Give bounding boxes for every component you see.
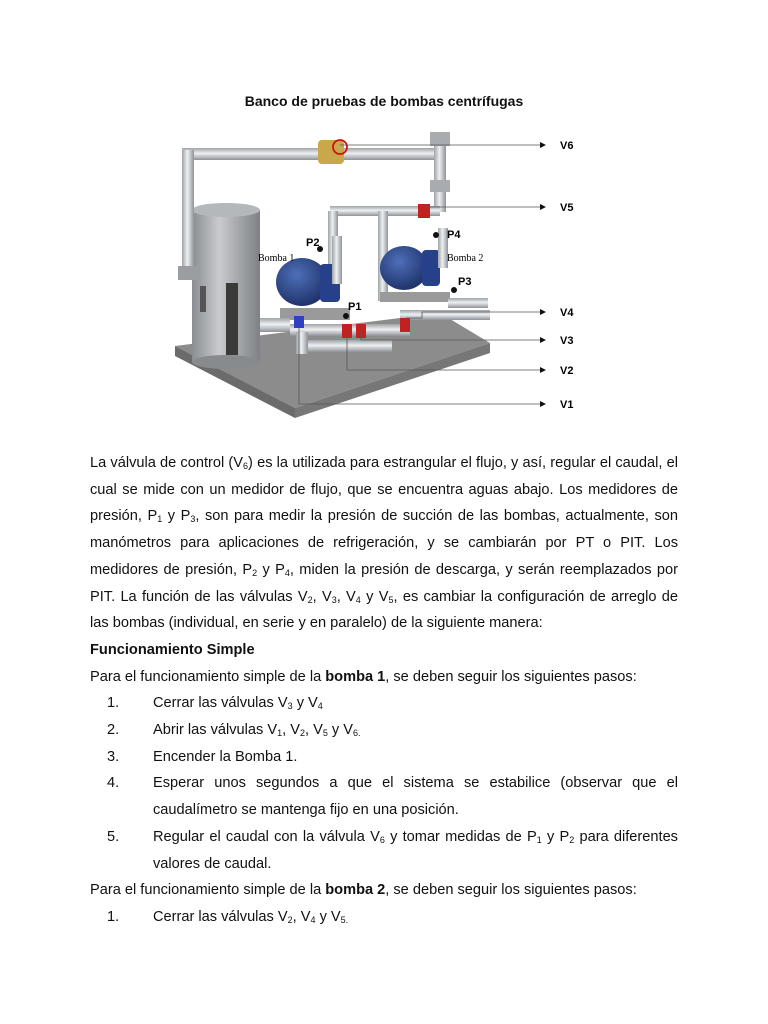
- label-v4: V4: [560, 307, 574, 319]
- section-heading: Funcionamiento Simple: [90, 641, 255, 658]
- subscript: 2: [307, 594, 313, 605]
- subscript: 5: [388, 594, 394, 605]
- text-run: Cerrar las válvulas V: [153, 908, 288, 925]
- paragraph: [90, 664, 678, 691]
- text-run: y P: [541, 828, 570, 845]
- text-run: Para el funcionamiento simple de la: [90, 882, 326, 899]
- label-p3: P3: [458, 276, 472, 288]
- subscript: 3: [287, 701, 293, 712]
- text-run: Esperar unos segundos a que el sistema se estabilice (observar que el caudalímetro se mantenga fijo en una posición.: [153, 775, 678, 819]
- list-item: [90, 824, 678, 877]
- text-run: Encender la Bomba 1.: [153, 748, 298, 765]
- list-item-text: [153, 824, 678, 877]
- text-run: Para el funcionamiento simple de la: [90, 668, 326, 685]
- subscript: 3: [331, 594, 337, 605]
- text-run: , se deben seguir los siguientes pasos:: [385, 882, 637, 899]
- valve-v4: [400, 318, 410, 332]
- bold-text: bomba 2: [325, 882, 386, 899]
- text-run: y P: [162, 508, 191, 525]
- pump-test-bench-figure: [160, 118, 600, 438]
- text-run: , V: [336, 588, 356, 605]
- list-number: 3.: [107, 748, 120, 765]
- label-bomba-1: Bomba 1: [258, 253, 295, 264]
- subscript: 1: [157, 514, 163, 525]
- steps-list-bomba-2: [90, 904, 678, 931]
- list-item-text: [153, 717, 678, 744]
- text-run: , V: [292, 908, 311, 925]
- label-v2: V2: [560, 365, 574, 377]
- label-v3: V3: [560, 335, 574, 347]
- text-run: , se deben seguir los siguientes pasos:: [385, 668, 637, 685]
- list-item-text: [153, 690, 678, 717]
- subscript: 6.: [352, 728, 361, 739]
- text-run: y tomar medidas de P: [384, 828, 537, 845]
- text-run: y V: [327, 722, 353, 739]
- subscript: 5.: [340, 914, 349, 925]
- text-run: Regular el caudal con la válvula V: [153, 828, 380, 845]
- list-number: 5.: [107, 828, 120, 845]
- label-bomba-2: Bomba 2: [447, 253, 484, 264]
- list-item-text: [153, 744, 678, 771]
- text-run: , son para medir la presión de succión de las bombas, actualmente, son manómetros para aplicaciones de refrigeración, y se cambiarán por PT o PIT. Los medidores de presión, P: [90, 508, 679, 578]
- list-item: [90, 904, 678, 931]
- list-item: [90, 770, 678, 823]
- list-item-text: [153, 904, 678, 931]
- valve-v5: [418, 204, 430, 218]
- document-body: [90, 450, 678, 931]
- pump-2: [380, 228, 450, 302]
- text-run: ) es la utilizada para estrangular el flujo, y así, regular el caudal, el cual se mide con un medidor de flujo, que se encuentra aguas abajo. Los medidores de presión, P: [90, 455, 678, 525]
- label-v1: V1: [560, 399, 574, 411]
- text-run: y V: [315, 908, 341, 925]
- text-run: Cerrar las válvulas V: [153, 695, 288, 712]
- text-run: , V: [312, 588, 332, 605]
- text-run: , es cambiar la configuración de arreglo de las bombas (individual, en serie y en paralelo) de la siguiente manera:: [90, 588, 679, 632]
- valve-v2: [342, 324, 352, 338]
- list-number: 2.: [107, 722, 120, 739]
- text-run: y V: [360, 588, 389, 605]
- subscript: 2: [287, 914, 293, 925]
- bold-text: bomba 1: [325, 668, 386, 685]
- subscript: 5: [322, 728, 328, 739]
- label-v6: V6: [560, 140, 574, 152]
- label-p4: P4: [447, 229, 461, 241]
- list-item: [90, 690, 678, 717]
- document-title: Banco de pruebas de bombas centrífugas: [244, 93, 524, 109]
- subscript: 1: [277, 728, 283, 739]
- steps-list-bomba-1: [90, 690, 678, 877]
- subscript: 4: [284, 567, 290, 578]
- paragraph: [90, 450, 678, 637]
- subscript: 3: [190, 514, 196, 525]
- list-number: 1.: [107, 695, 120, 712]
- text-run: y P: [257, 561, 285, 578]
- valve-v1: [294, 316, 304, 328]
- subscript: 2: [569, 834, 575, 845]
- text-run: , miden la presión de descarga, y serán reemplazados por PIT. La función de las válvulas V: [90, 561, 679, 605]
- subscript: 1: [536, 834, 542, 845]
- text-run: , V: [282, 722, 300, 739]
- label-p2: P2: [306, 237, 320, 249]
- control-valve-v6: [318, 140, 344, 164]
- subscript: 2: [252, 567, 258, 578]
- list-number: 4.: [107, 775, 120, 792]
- list-number: 1.: [107, 908, 120, 925]
- subscript: 2: [299, 728, 305, 739]
- subscript: 6: [379, 834, 385, 845]
- subscript: 6: [243, 461, 249, 471]
- text-run: La válvula de control (V: [90, 455, 244, 471]
- subscript: 4: [310, 914, 316, 925]
- text-run: Abrir las válvulas V: [153, 722, 278, 739]
- paragraph: [90, 877, 678, 904]
- text-run: , V: [304, 722, 323, 739]
- text-run: para diferentes valores de caudal.: [153, 828, 678, 872]
- text-run: y V: [292, 695, 318, 712]
- subscript: 4: [355, 594, 361, 605]
- list-item-text: [153, 770, 678, 823]
- subscript: 4: [317, 701, 323, 712]
- label-v5: V5: [560, 202, 574, 214]
- list-item: [90, 744, 678, 771]
- list-item: [90, 717, 678, 744]
- water-tank: [192, 203, 260, 369]
- label-p1: P1: [348, 301, 362, 313]
